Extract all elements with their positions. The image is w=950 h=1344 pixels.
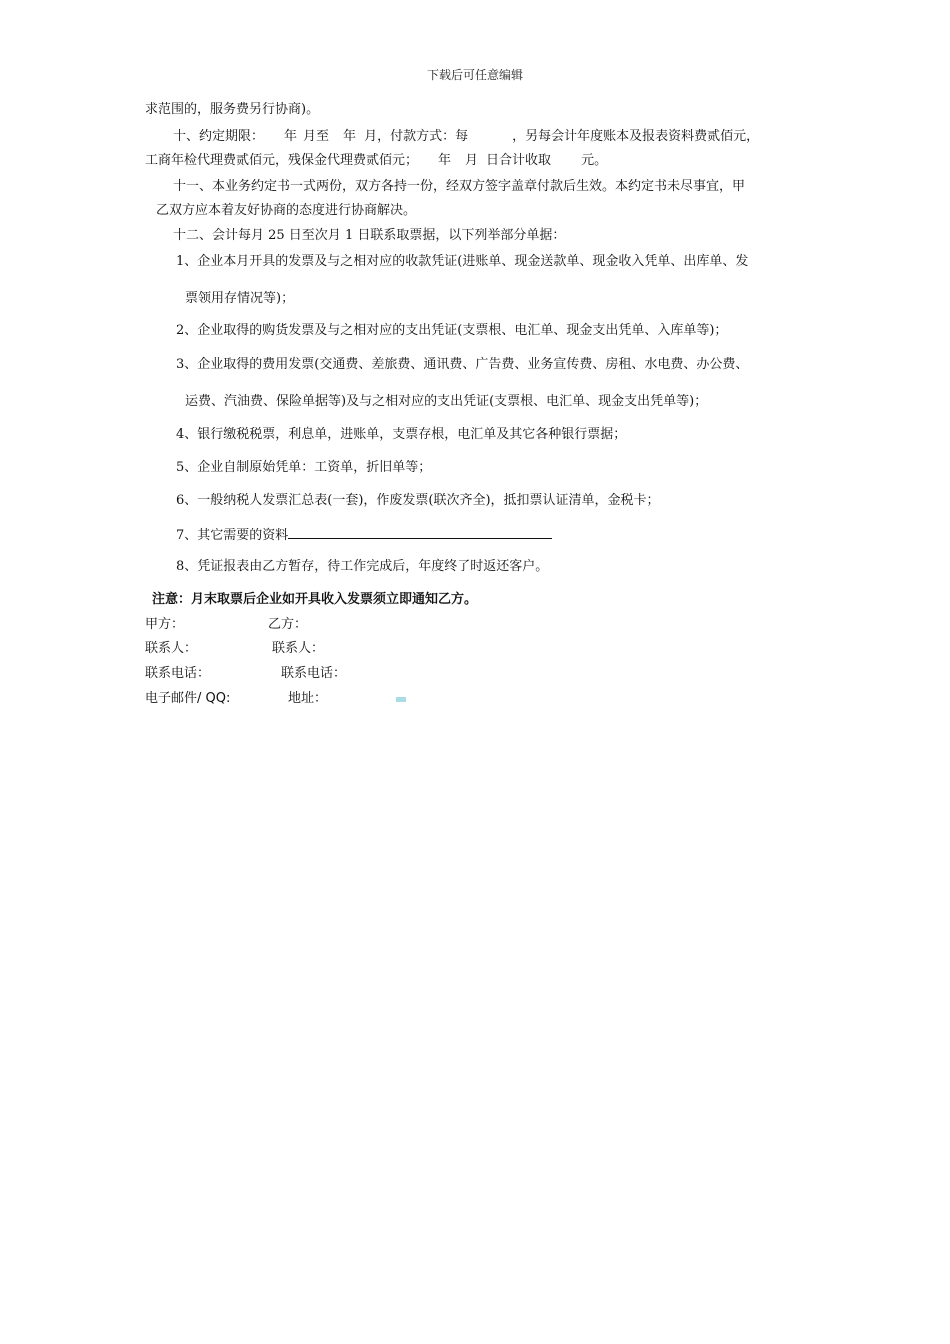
fee-clause: 工商年检代理费贰佰元，残保金代理费贰佰元； 年 月 日合计收取 元。 <box>145 153 608 168</box>
list-item-7: 7、其它需要的资料 <box>176 525 552 545</box>
list-item-5: 5、企业自制原始凭单：工资单，折旧单等； <box>176 460 432 475</box>
phone-a-label: 联系电话： <box>145 666 211 681</box>
fill-in-line[interactable] <box>288 525 552 539</box>
contact-a-label: 联系人： <box>145 641 198 656</box>
contact-b-label: 联系人： <box>272 641 325 656</box>
highlight-mark <box>396 697 406 702</box>
clause-eleven: 十一、本业务约定书一式两份，双方各持一份，经双方签字盖章付款后生效。本约定书未尽事宜，甲 <box>173 179 746 194</box>
email-a-label: 电子邮件/ QQ: <box>145 691 231 706</box>
party-b-label: 乙方： <box>268 617 308 632</box>
clause-twelve: 十二、会计每月 25 日至次月 1 日联系取票据，以下列举部分单据： <box>173 228 566 243</box>
party-a-label: 甲方： <box>145 617 185 632</box>
list-item-4: 4、银行缴税税票，利息单，进账单，支票存根，电汇单及其它各种银行票据； <box>176 427 627 442</box>
list-item-3-cont: 运费、汽油费、保险单据等)及与之相对应的支出凭证(支票根、电汇单、现金支出凭单等)； <box>185 394 708 409</box>
term-clause: 十、约定期限： 年 月至 年 月，付款方式：每 ，另每会计年度账本及报表资料费贰佰元， <box>173 129 760 144</box>
address-b-label: 地址： <box>288 691 328 706</box>
phone-b-label: 联系电话： <box>281 666 347 681</box>
list-item-1-cont: 票领用存情况等)； <box>185 291 295 306</box>
list-item-1: 1、企业本月开具的发票及与之相对应的收款凭证(进账单、现金送款单、现金收入凭单、出库单、发 <box>176 254 749 269</box>
list-item-2: 2、企业取得的购货发票及与之相对应的支出凭证(支票根、电汇单、现金支出凭单、入库单等)； <box>176 323 728 338</box>
text-line: 求范围的，服务费另行协商)。 <box>145 102 320 117</box>
clause-eleven-cont: 乙双方应本着友好协商的态度进行协商解决。 <box>156 203 417 218</box>
notice-text: 注意：月末取票后企业如开具收入发票须立即通知乙方。 <box>152 592 478 607</box>
list-item-8: 8、凭证报表由乙方暂存，待工作完成后，年度终了时返还客户。 <box>176 559 549 574</box>
list-item-3: 3、企业取得的费用发票(交通费、差旅费、通讯费、广告费、业务宣传费、房租、水电费、办公费、 <box>176 357 749 372</box>
list-item-6: 6、一般纳税人发票汇总表(一套)，作废发票(联次齐全)，抵扣票认证清单，金税卡； <box>176 493 660 508</box>
page-header: 下载后可任意编辑 <box>426 68 523 82</box>
